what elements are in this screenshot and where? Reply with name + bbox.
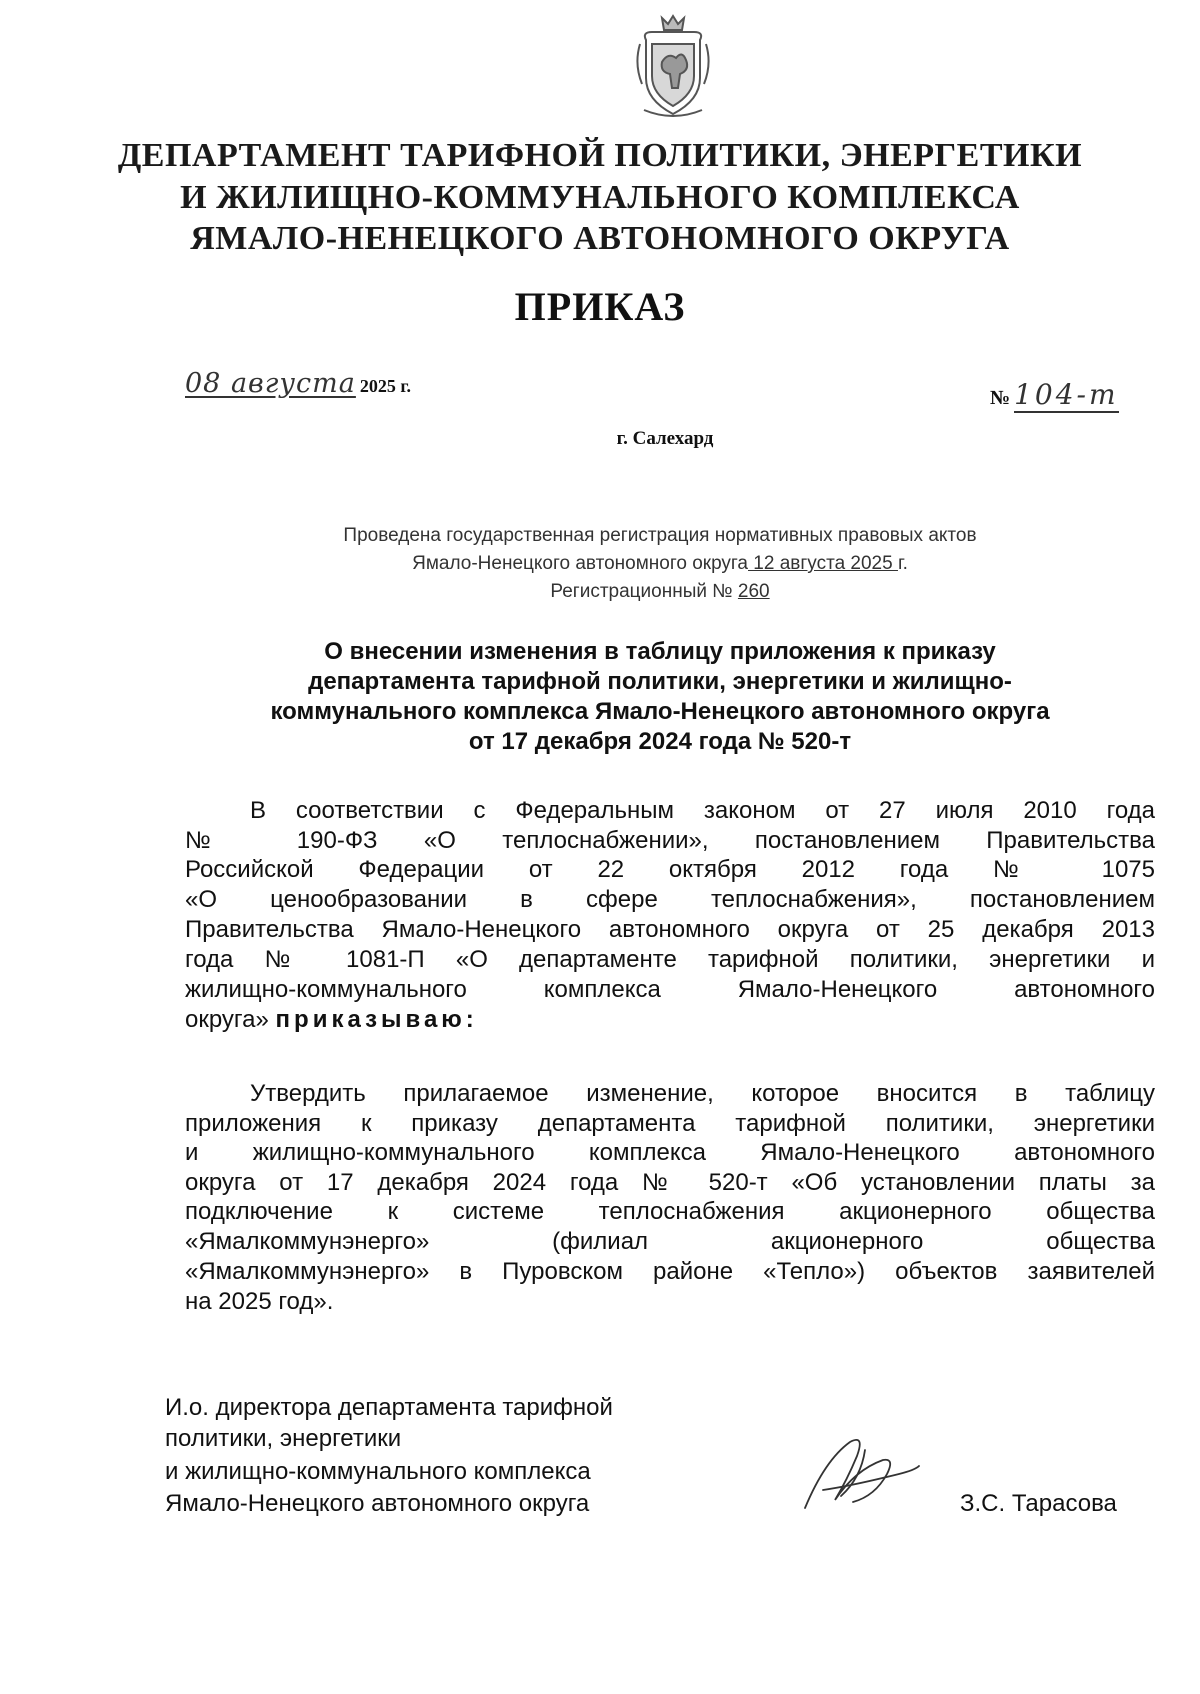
order-date-year: 2025 г. [359, 376, 412, 396]
preamble-line: Российской Федерации от 22 октября 2012 года № 1075 [185, 856, 1155, 883]
order-number-prefix: № [990, 387, 1011, 409]
preamble-last-line [185, 1006, 1155, 1034]
signer-name: З.С. Тарасова [960, 1490, 1117, 1517]
registration-number: 260 [737, 581, 770, 602]
handwritten-signature [795, 1430, 925, 1520]
department-name-line-3: ЯМАЛО-НЕНЕЦКОГО АВТОНОМНОГО ОКРУГА [190, 220, 1010, 257]
resolution-line: Утвердить прилагаемое изменение, которое вносится в таблицу [250, 1080, 1155, 1107]
registration-date: 12 августа 2025 [748, 553, 898, 574]
signer-position-line: политики, энергетики [165, 1425, 402, 1452]
subject-line-2: департамента тарифной политики, энергетики и жилищно- [308, 668, 1012, 695]
registration-region: Ямало-Ненецкого автономного округа [412, 553, 749, 574]
order-number [990, 378, 1160, 418]
preamble-line: В соответствии с Федеральным законом от 27 июля 2010 года [250, 797, 1155, 824]
resolution-line: округа от 17 декабря 2024 года № 520-т «Об установлении платы за [185, 1169, 1155, 1196]
registration-number-label: Регистрационный № [550, 581, 733, 602]
subject-line-1: О внесении изменения в таблицу приложения к приказу [324, 638, 996, 665]
signer-position-line: И.о. директора департамента тарифной [165, 1394, 613, 1421]
city-label: г. Салехард [616, 428, 714, 449]
order-number-handwritten: 104-т [1014, 378, 1119, 411]
resolution-line: на 2025 год». [185, 1288, 334, 1315]
registration-line-2 [230, 553, 1090, 575]
order-date-handwritten: 08 августа [185, 368, 356, 399]
resolution-line: «Ямалкоммунэнерго» (филиал акционерного общества [185, 1228, 1155, 1255]
signer-position-line: Ямало-Ненецкого автономного округа [165, 1490, 590, 1517]
resolution-line: и жилищно-коммунального комплекса Ямало-Ненецкого автономного [185, 1139, 1155, 1166]
preamble-tail: округа» [185, 1006, 269, 1033]
registration-line-1: Проведена государственная регистрация нормативных правовых актов [343, 525, 977, 546]
resolution-line: подключение к системе теплоснабжения акционерного общества [185, 1198, 1155, 1225]
registration-year-suffix: г. [897, 553, 908, 574]
department-name-line-1: ДЕПАРТАМЕНТ ТАРИФНОЙ ПОЛИТИКИ, ЭНЕРГЕТИКИ [117, 137, 1083, 174]
order-directive: приказываю: [275, 1006, 478, 1033]
registration-line-3 [230, 581, 1090, 603]
document-type-title: ПРИКАЗ [514, 284, 686, 329]
preamble-line: жилищно-коммунального комплекса Ямало-Ненецкого автономного [185, 976, 1155, 1003]
preamble-line: «О ценообразовании в сфере теплоснабжения», постановлением [185, 886, 1155, 913]
resolution-line: «Ямалкоммунэнерго» в Пуровском районе «Тепло») объектов заявителей [185, 1258, 1155, 1285]
preamble-line: № 190-ФЗ «О теплоснабжении», постановлением Правительства [185, 827, 1155, 854]
coat-of-arms-icon [632, 14, 714, 122]
preamble-line: года № 1081-П «О департаменте тарифной политики, энергетики и [185, 946, 1155, 973]
preamble-line: Правительства Ямало-Ненецкого автономного округа от 25 декабря 2013 [185, 916, 1155, 943]
subject-line-3: коммунального комплекса Ямало-Ненецкого автономного округа [270, 698, 1050, 725]
department-name-line-2: И ЖИЛИЩНО-КОММУНАЛЬНОГО КОМПЛЕКСА [180, 179, 1020, 216]
signer-position-line: и жилищно-коммунального комплекса [165, 1458, 591, 1485]
subject-line-4: от 17 декабря 2024 года № 520-т [468, 728, 852, 755]
resolution-line: приложения к приказу департамента тарифной политики, энергетики [185, 1110, 1155, 1137]
order-date [185, 368, 465, 408]
